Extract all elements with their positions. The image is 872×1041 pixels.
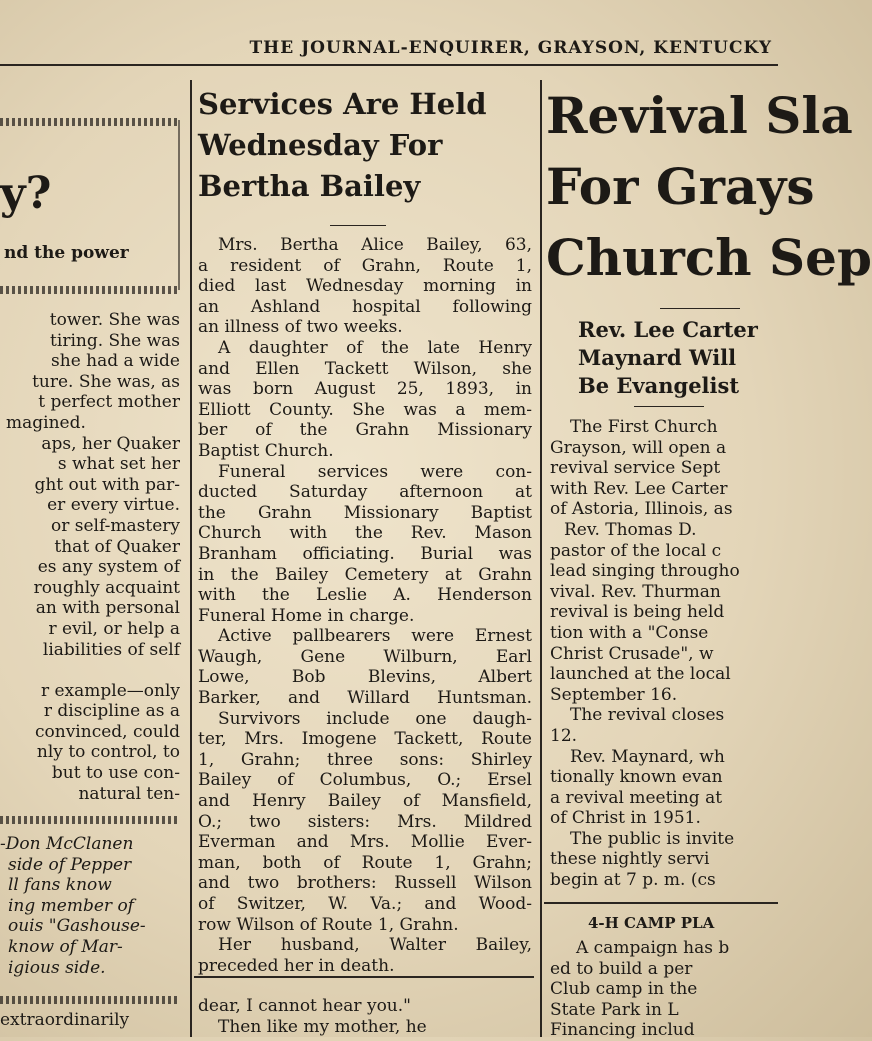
text-line: Financing includ xyxy=(550,1020,695,1041)
subhead-line: Maynard Will xyxy=(578,345,737,370)
text-line: of Astoria, Illinois, as xyxy=(550,499,733,520)
text-line: in the Bailey Cemetery at Grahn xyxy=(198,564,532,585)
box-border-right xyxy=(178,120,180,290)
text-line: A campaign has b xyxy=(576,938,730,958)
text-line: of Switzer, W. Va.; and Wood- xyxy=(198,894,532,914)
subhead-line: Rev. Lee Carter xyxy=(578,317,758,342)
text-line: es any system of xyxy=(37,557,180,578)
text-line: r example—only xyxy=(40,680,180,701)
headline-line: Revival Sla xyxy=(546,86,853,145)
text-line: A daughter of the late Henry xyxy=(218,337,532,358)
text-line: s what set her xyxy=(57,454,180,475)
text-line: a revival meeting at xyxy=(550,787,723,808)
newspaper-masthead xyxy=(0,30,778,66)
text-line: Active pallbearers were Ernest xyxy=(218,626,532,647)
second-article-body xyxy=(550,938,780,1041)
text-line: r discipline as a xyxy=(43,701,180,722)
text-line: row Wilson of Route 1, Grahn. xyxy=(198,914,459,935)
text-line: with Rev. Lee Carter xyxy=(550,478,728,499)
text-line: -Don McClanen xyxy=(0,834,134,854)
text-line: The First Church xyxy=(570,417,718,437)
text-line: revival is being held xyxy=(550,602,725,623)
text-line: State Park in L xyxy=(550,999,679,1020)
text-line: Branham officiating. Burial was xyxy=(198,543,532,564)
text-line: and two brothers: Russell Wilson xyxy=(198,873,532,894)
text-line: Funeral services were con- xyxy=(218,461,532,482)
text-line: pastor of the local c xyxy=(550,540,722,561)
text-line: Church with the Rev. Mason xyxy=(198,523,532,544)
text-line: ducted Saturday afternoon at xyxy=(198,482,532,503)
subhead-line: Be Evangelist xyxy=(578,373,740,398)
obituary-article xyxy=(194,80,536,1037)
text-line: Everman and Mrs. Mollie Ever- xyxy=(198,832,532,853)
text-line: launched at the local xyxy=(550,664,731,685)
article-end-rule xyxy=(544,902,778,904)
text-line: Elliott County. She was a mem- xyxy=(198,399,532,420)
text-line: The public is invite xyxy=(570,828,735,849)
text-line: preceded her in death. xyxy=(198,955,395,976)
text-line: or self-mastery xyxy=(50,515,180,536)
text-line: Christ Crusade", w xyxy=(550,643,714,664)
text-line: Mrs. Bertha Alice Bailey, 63, xyxy=(218,235,532,255)
text-line: died last Wednesday morning in xyxy=(198,276,532,297)
text-line: t perfect mother xyxy=(38,392,180,413)
next-article-body xyxy=(198,996,532,1037)
text-line: she had a wide xyxy=(51,351,180,372)
text-line: Survivors include one daugh- xyxy=(218,708,532,729)
masthead-title: THE JOURNAL-ENQUIRER, GRAYSON, KENTUCKY xyxy=(249,38,772,58)
text-line: tiring. She was xyxy=(50,330,180,351)
left-column xyxy=(0,80,186,1037)
article-headline xyxy=(546,80,872,293)
text-line: er every virtue. xyxy=(47,495,180,516)
text-line xyxy=(0,660,180,681)
text-line: that of Quaker xyxy=(54,536,180,557)
text-line: Waugh, Gene Wilburn, Earl xyxy=(198,646,532,667)
text-line: of Christ in 1951. xyxy=(550,808,701,829)
text-line: natural ten- xyxy=(78,783,180,804)
decorative-divider xyxy=(0,996,180,1004)
article-headline xyxy=(198,84,487,207)
text-line: ture. She was, as xyxy=(32,371,180,392)
text-line: Bailey of Columbus, O.; Ersel xyxy=(198,770,532,791)
text-line: was born August 25, 1893, in xyxy=(198,379,532,400)
text-line: aps, her Quaker xyxy=(41,433,180,454)
text-line: an with personal xyxy=(35,598,180,619)
text-line: dear, I cannot hear you." xyxy=(198,996,411,1016)
text-line: revival service Sept xyxy=(550,458,721,479)
text-line: an Ashland hospital following xyxy=(198,296,532,317)
text-line: and Ellen Tackett Wilson, she xyxy=(198,358,532,379)
headline-line: Church Sep xyxy=(546,228,872,287)
headline-divider xyxy=(660,308,740,309)
text-line: convinced, could xyxy=(35,721,180,742)
headline-line: For Grays xyxy=(546,157,815,216)
left-subhead: nd the power xyxy=(4,243,129,263)
text-line: ing member of xyxy=(8,895,134,916)
left-sports-column xyxy=(0,834,180,978)
text-line: ter, Mrs. Imogene Tackett, Route xyxy=(198,729,532,750)
text-line: O.; two sisters: Mrs. Mildred xyxy=(198,811,532,832)
text-line: Her husband, Walter Bailey, xyxy=(218,935,532,956)
column-rule-left xyxy=(190,80,192,1037)
headline-line: Bertha Bailey xyxy=(198,169,421,203)
text-line: vival. Rev. Thurman xyxy=(550,581,721,602)
text-line: Barker, and Willard Huntsman. xyxy=(198,688,532,709)
text-line: these nightly servi xyxy=(550,849,710,870)
text-line: lead singing througho xyxy=(550,561,740,582)
text-line: man, both of Route 1, Grahn; xyxy=(198,852,532,873)
left-headline-fragment: y? xyxy=(0,168,52,219)
revival-article xyxy=(544,80,872,1041)
text-line: Funeral Home in charge. xyxy=(198,605,415,626)
text-line: a resident of Grahn, Route 1, xyxy=(198,255,532,276)
text-line: 1, Grahn; three sons: Shirley xyxy=(198,749,532,770)
text-line: tionally known evan xyxy=(550,767,723,788)
text-line: Grayson, will open a xyxy=(550,437,727,458)
text-line: an illness of two weeks. xyxy=(198,317,403,338)
text-line: September 16. xyxy=(550,684,678,705)
text-line: extraordinarily xyxy=(0,1010,130,1030)
text-line: ber of the Grahn Missionary xyxy=(198,420,532,441)
text-line: nly to control, to xyxy=(36,742,180,763)
text-line: Rev. Maynard, wh xyxy=(570,746,725,767)
text-line: tion with a "Conse xyxy=(550,622,709,643)
article-body xyxy=(550,417,780,891)
text-line: ed to build a per xyxy=(550,958,693,979)
decorative-border-top xyxy=(0,118,180,126)
headline-divider xyxy=(330,225,386,226)
text-line: ll fans know xyxy=(8,875,112,896)
headline-line: Services Are Held xyxy=(198,87,487,121)
text-line: Lowe, Bob Blevins, Albert xyxy=(198,667,532,688)
subhead-divider xyxy=(634,406,704,407)
text-line: magined. xyxy=(6,412,86,433)
article-end-rule xyxy=(194,976,534,978)
text-line: and Henry Bailey of Mansfield, xyxy=(198,791,532,812)
headline-line: Wednesday For xyxy=(198,128,443,162)
article-subhead xyxy=(578,316,758,400)
text-line: liabilities of self xyxy=(42,639,180,660)
text-line: begin at 7 p. m. (cs xyxy=(550,870,716,891)
text-line: igious side. xyxy=(8,957,106,978)
article-body xyxy=(198,235,532,976)
second-article-headline: 4-H CAMP PLA xyxy=(588,914,715,932)
text-line: ght out with par- xyxy=(34,474,180,495)
text-line: Baptist Church. xyxy=(198,440,334,461)
text-line: 12. xyxy=(550,725,578,746)
text-line: r evil, or help a xyxy=(48,618,180,639)
decorative-divider xyxy=(0,816,180,824)
text-line: but to use con- xyxy=(51,763,180,784)
text-line: with the Leslie A. Henderson xyxy=(198,585,532,606)
text-line: Rev. Thomas D. xyxy=(564,519,697,540)
text-line: tower. She was xyxy=(49,310,180,330)
left-article-body xyxy=(0,310,180,804)
column-rule-right xyxy=(540,80,542,1037)
text-line: ouis "Gashouse- xyxy=(8,916,146,937)
text-line: Then like my mother, he xyxy=(218,1016,427,1037)
text-line: know of Mar- xyxy=(8,936,123,957)
text-line: roughly acquaint xyxy=(33,577,180,598)
text-line: The revival closes xyxy=(570,705,725,726)
text-line: Club camp in the xyxy=(550,979,698,1000)
text-line: the Grahn Missionary Baptist xyxy=(198,502,532,523)
text-line: side of Pepper xyxy=(8,854,132,875)
decorative-border-bottom xyxy=(0,286,180,294)
